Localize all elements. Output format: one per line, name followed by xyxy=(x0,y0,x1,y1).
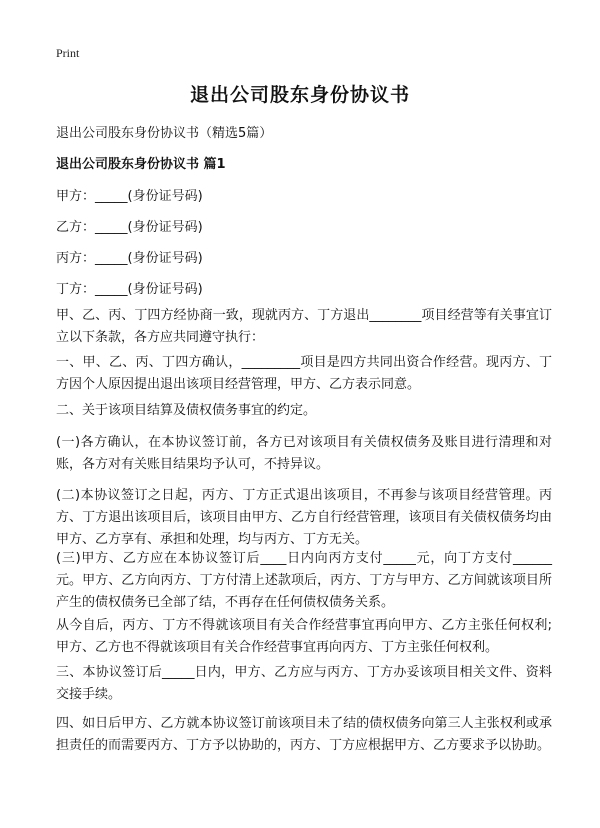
paragraph: 三、本协议签订后_____日内，甲方、乙方应与丙方、丁方办妥该项目相关文件、资料交接手续。 xyxy=(56,665,552,702)
paragraph: (二)本协议签订之日起，丙方、丁方正式退出该项目，不再参与该项目经营管理。丙方、丁方退出该项目后，该项目由甲方、乙方自行经营管理，该项目有关债权债务均由甲方、乙方享有、承担和处理，均与丙方、丁方无关。 xyxy=(56,488,552,547)
paragraph: 一、甲、乙、丙、丁四方确认，_________项目是四方共同出资合作经营。现丙方、丁方因个人原因提出退出该项目经营管理，甲方、乙方表示同意。 xyxy=(56,355,552,392)
print-link[interactable]: Print xyxy=(56,46,80,60)
party-ding: 丁方：_____(身份证号码) xyxy=(56,282,203,297)
paragraph: 从今自后，丙方、丁方不得就该项目有关合作经营事宜再向甲方、乙方主张任何权利;甲方、乙方也不得就该项目有关合作经营事宜再向丙方、丁方主张任何权利。 xyxy=(56,618,552,655)
paragraph: 四、如日后甲方、乙方就本协议签订前该项目未了结的债权债务向第三人主张权利或承担责任的而需要丙方、丁方予以协助的，丙方、丁方应根据甲方、乙方要求予以协助。 xyxy=(56,716,552,753)
party-jia: 甲方：_____(身份证号码) xyxy=(56,189,203,204)
paragraph: (三)甲方、乙方应在本协议签订后____日内向丙方支付_____元，向丁方支付______元。甲方、乙方向丙方、丁方付清上述款项后，丙方、丁方与甲方、乙方间就该项目所产生的债权债务已全部了结，不再存在任何债权债务关系。 xyxy=(56,551,552,610)
party-yi: 乙方：_____(身份证号码) xyxy=(56,220,203,235)
document-title: 退出公司股东身份协议书 xyxy=(189,84,410,106)
party-bing: 丙方：_____(身份证号码) xyxy=(56,251,203,266)
paragraph: 甲、乙、丙、丁四方经协商一致，现就丙方、丁方退出________项目经营等有关事宜订立以下条款，各方应共同遵守执行： xyxy=(56,308,552,345)
paragraph: 二、关于该项目结算及债权债务事宜的约定。 xyxy=(56,403,317,418)
document-subtitle: 退出公司股东身份协议书（精选5篇） xyxy=(56,126,273,141)
section-heading: 退出公司股东身份协议书 篇1 xyxy=(56,157,226,172)
paragraph: (一)各方确认，在本协议签订前，各方已对该项目有关债权债务及账目进行清理和对账，各方对有关账目结果均予认可，不持异议。 xyxy=(56,435,552,472)
